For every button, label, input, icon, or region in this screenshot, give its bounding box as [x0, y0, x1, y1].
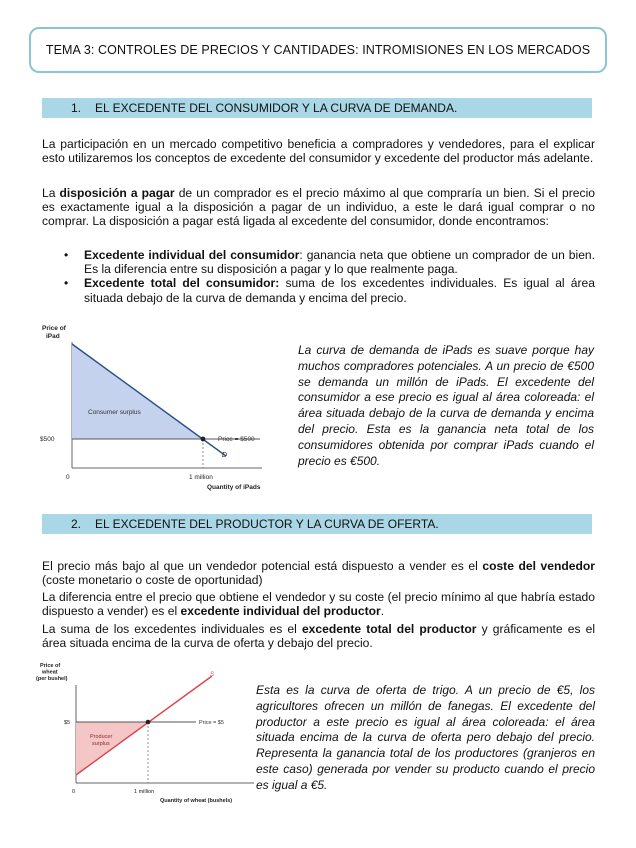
- section-2-heading: [42, 514, 592, 534]
- equilibrium-point: [146, 720, 151, 725]
- y-axis-label-line1: Price of: [40, 663, 61, 669]
- price-line-label: Price = $5: [199, 720, 224, 726]
- section-2-number: 2.: [71, 517, 82, 531]
- producer-surplus-label-line1: Producer: [90, 734, 113, 740]
- bold-term: excedente total del productor: [301, 622, 477, 636]
- quantity-tick-label: 1 million: [134, 789, 155, 795]
- text-run: de un comprador es el precio máximo al que compraría un bien. Si el precio es exactamente igual a la disposición a pagar de un individuo, a este le dará igual comprar o no comprar. La disposición a pagar está ligada al excedente del consumidor, donde encontramos:: [42, 186, 595, 229]
- text-run: : ganancia neta que obtiene un comprador de un bien. Es la diferencia entre su disposición a pagar y lo que realmente paga.: [84, 248, 596, 277]
- section-2-paragraph-2: [42, 590, 595, 618]
- consumer-surplus-chart: [36, 322, 276, 492]
- section-1-title: EL EXCEDENTE DEL CONSUMIDOR Y LA CURVA DE DEMANDA.: [95, 101, 458, 115]
- bold-term: Excedente individual del consumidor: [84, 248, 300, 262]
- page-title: [29, 27, 607, 73]
- section-1-paragraph-2: [42, 186, 595, 229]
- text-run: La: [42, 186, 60, 200]
- bullet-icon: •: [64, 276, 69, 291]
- equilibrium-point: [201, 437, 206, 442]
- x-axis-label: Quantity of wheat (bushels): [160, 798, 233, 804]
- y-axis-label-line1: Price of: [42, 325, 66, 332]
- text-run: suma de los excedentes individuales. Es igual al área situada debajo de la curva de demanda y encima del precio.: [84, 276, 595, 305]
- bold-term: excedente individual del productor: [180, 604, 381, 619]
- list-item: [42, 276, 595, 304]
- list-item: [42, 248, 595, 276]
- origin-label: 0: [66, 474, 70, 481]
- bold-term: disposición a pagar: [59, 186, 175, 200]
- text-run: (coste monetario o coste de oportunidad): [42, 573, 263, 588]
- section-1-intro: La participación en un mercado competitivo beneficia a compradores y vendedores, para el explicar esto utilizaremos los conceptos de excedente del consumidor y excedente del productor más adelante.: [42, 137, 595, 166]
- bold-term: coste del vendedor: [482, 559, 595, 573]
- section-2-paragraph-3: [42, 622, 595, 650]
- text-run: La diferencia entre el precio que obtiene el vendedor y su coste (el precio mínimo al que habría estado dispuesto a vender) es el: [42, 590, 595, 619]
- bold-term: Excedente total del consumidor:: [84, 276, 280, 291]
- x-axis-label: Quantity of iPads: [207, 484, 261, 491]
- y-axis-label-line3: (per bushel): [36, 676, 68, 682]
- section-2-title: EL EXCEDENTE DEL PRODUCTOR Y LA CURVA DE OFERTA.: [95, 517, 439, 531]
- quantity-tick-label: 1 million: [189, 474, 213, 481]
- text-run: y gráficamente es el área situada encima de la curva de oferta y debajo del precio.: [42, 622, 596, 651]
- section-1-heading: [42, 98, 592, 118]
- section-1-bullet-list: [42, 248, 595, 305]
- consumer-chart-caption: La curva de demanda de iPads es suave porque hay muchos compradores potenciales. A un precio de €500 se demanda un millón de iPads. El excedente del consumidor a ese precio es igual al área coloreada: el área situada debajo de la curva de demanda y encima del precio. Esta es la ganancia neta total de los consumidores obtenida por comprar iPads cuando el precio es €500.: [298, 343, 594, 468]
- price-tick-label: $500: [40, 436, 55, 443]
- producer-surplus-label-line2: surplus: [92, 741, 110, 747]
- demand-curve-label: D: [222, 452, 228, 459]
- producer-chart-caption: Esta es la curva de oferta de trigo. A un precio de €5, los agricultores ofrecen un millón de fanegas. El excedente del productor a este precio es igual al área coloreada: el área situada encima de la curva de oferta pero debajo del precio. Representa la ganancia total de los productores (granjeros en este caso) generada por vender su producto cuando el precio es igual a €5.: [256, 683, 595, 792]
- origin-label: 0: [72, 789, 76, 795]
- y-axis-label-line2: wheat: [42, 669, 58, 676]
- bullet-icon: •: [64, 248, 69, 262]
- price-line-label: Price = $500: [218, 436, 255, 443]
- section-2-paragraph-1: [42, 559, 595, 587]
- consumer-surplus-label: Consumer surplus: [88, 409, 141, 416]
- producer-surplus-chart: [36, 659, 268, 819]
- y-axis-label-line2: iPad: [46, 333, 60, 340]
- text-run: La suma de los excedentes individuales es el: [42, 622, 302, 636]
- page-title-text: TEMA 3: CONTROLES DE PRECIOS Y CANTIDADES: INTROMISIONES EN LOS MERCADOS: [45, 43, 591, 57]
- text-run: El precio más bajo al que un vendedor potencial está dispuesto a vender es el: [42, 559, 483, 573]
- price-tick-label: $5: [64, 720, 71, 726]
- supply-curve-label: S: [210, 672, 215, 678]
- text-run: .: [380, 604, 385, 619]
- section-1-number: 1.: [71, 101, 82, 115]
